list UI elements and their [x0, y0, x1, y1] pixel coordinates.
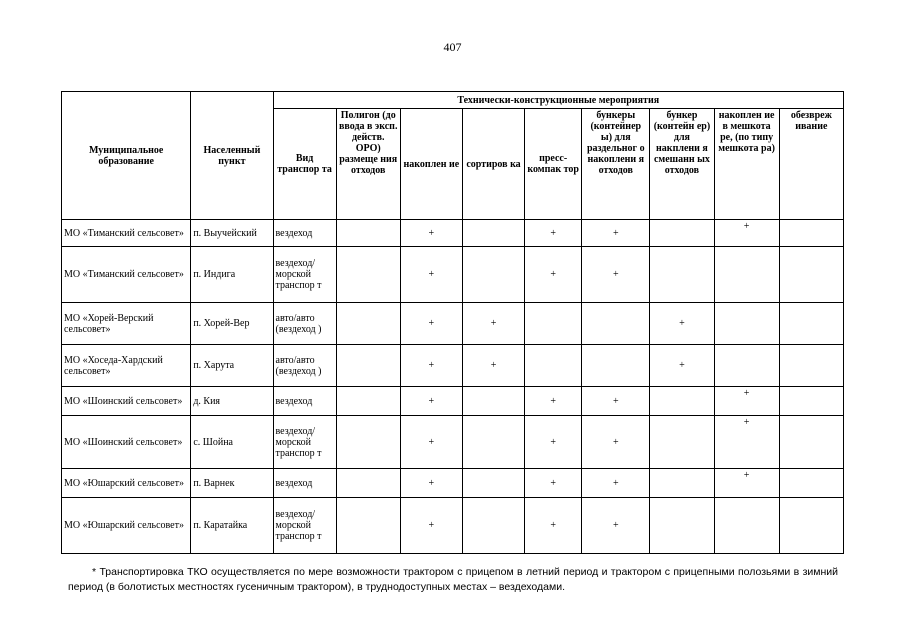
cell-meshki: + — [714, 469, 779, 498]
cell-nakoplenie: + — [400, 303, 462, 345]
cell-obezvr — [779, 345, 843, 387]
cell-poligon — [336, 387, 400, 416]
cell-bunkery: + — [582, 498, 650, 554]
cell-np: п. Варнек — [191, 469, 273, 498]
cell-mo: МО «Юшарский сельсовет» — [62, 469, 191, 498]
cell-mo: МО «Юшарский сельсовет» — [62, 498, 191, 554]
cell-poligon — [336, 303, 400, 345]
cell-obezvr — [779, 469, 843, 498]
table-row — [62, 416, 844, 469]
cell-nakoplenie: + — [400, 220, 462, 247]
cell-poligon — [336, 416, 400, 469]
table-row — [62, 498, 844, 554]
cell-nakoplenie: + — [400, 416, 462, 469]
cell-np: п. Индига — [191, 247, 273, 303]
header-np: Населенный пункт — [191, 92, 273, 220]
cell-press: + — [525, 247, 582, 303]
measures-table — [61, 91, 844, 554]
cell-vid: вездеход — [273, 469, 336, 498]
cell-meshki: + — [714, 387, 779, 416]
cell-poligon — [336, 345, 400, 387]
cell-press: + — [525, 220, 582, 247]
cell-mo: МО «Шоинский сельсовет» — [62, 416, 191, 469]
table-row — [62, 345, 844, 387]
cell-sortirovka — [462, 469, 524, 498]
cell-press: + — [525, 416, 582, 469]
cell-bunkery: + — [582, 247, 650, 303]
cell-obezvr — [779, 220, 843, 247]
cell-poligon — [336, 469, 400, 498]
cell-np: п. Хорей-Вер — [191, 303, 273, 345]
cell-vid: авто/авто (вездеход ) — [273, 303, 336, 345]
cell-obezvr — [779, 303, 843, 345]
table-row — [62, 469, 844, 498]
cell-press — [525, 303, 582, 345]
cell-poligon — [336, 247, 400, 303]
cell-np: д. Кия — [191, 387, 273, 416]
cell-obezvr — [779, 416, 843, 469]
header-vid: Вид транспор та — [273, 109, 336, 220]
cell-bunker-smesh — [650, 498, 714, 554]
cell-mo: МО «Хорей-Верский сельсовет» — [62, 303, 191, 345]
header-mo: Муниципальное образование — [62, 92, 191, 220]
header-nakoplenie: накоплен ие — [400, 109, 462, 220]
cell-press: + — [525, 387, 582, 416]
cell-nakoplenie: + — [400, 247, 462, 303]
cell-meshki — [714, 247, 779, 303]
cell-bunker-smesh — [650, 220, 714, 247]
cell-vid: вездеход/ морской транспор т — [273, 498, 336, 554]
cell-vid: авто/авто (вездеход ) — [273, 345, 336, 387]
cell-meshki: + — [714, 416, 779, 469]
cell-meshki — [714, 303, 779, 345]
cell-sortirovka — [462, 416, 524, 469]
cell-np: п. Харута — [191, 345, 273, 387]
cell-nakoplenie: + — [400, 498, 462, 554]
cell-bunker-smesh — [650, 247, 714, 303]
cell-sortirovka — [462, 498, 524, 554]
cell-np: п. Выучейский — [191, 220, 273, 247]
cell-mo: МО «Тиманский сельсовет» — [62, 220, 191, 247]
cell-bunker-smesh — [650, 416, 714, 469]
header-press: пресс-компак тор — [525, 109, 582, 220]
cell-sortirovka — [462, 220, 524, 247]
header-group: Технически-конструкционные мероприятия — [273, 92, 844, 109]
cell-bunkery: + — [582, 416, 650, 469]
cell-vid: вездеход — [273, 387, 336, 416]
cell-vid: вездеход — [273, 220, 336, 247]
table-row — [62, 220, 844, 247]
header-obezvr: обезвреж ивание — [779, 109, 843, 220]
header-meshki: накоплен ие в мешкота ре, (по типу мешкота ра) — [714, 109, 779, 220]
cell-nakoplenie: + — [400, 469, 462, 498]
table-row — [62, 387, 844, 416]
header-bunker-smesh: бункер (контейн ер) для накплени я смешанн ых отходов — [650, 109, 714, 220]
header-poligon: Полигон (до ввода в эксп. действ. ОРО) размеще ния отходов — [336, 109, 400, 220]
cell-meshki: + — [714, 220, 779, 247]
page-number: 407 — [443, 40, 462, 54]
cell-sortirovka: + — [462, 345, 524, 387]
table-row — [62, 303, 844, 345]
cell-bunkery: + — [582, 220, 650, 247]
cell-vid: вездеход/ морской транспор т — [273, 416, 336, 469]
cell-mo: МО «Хоседа-Хардский сельсовет» — [62, 345, 191, 387]
cell-meshki — [714, 498, 779, 554]
cell-poligon — [336, 498, 400, 554]
cell-sortirovka: + — [462, 303, 524, 345]
cell-obezvr — [779, 387, 843, 416]
cell-mo: МО «Тиманский сельсовет» — [62, 247, 191, 303]
cell-np: с. Шойна — [191, 416, 273, 469]
cell-mo: МО «Шоинский сельсовет» — [62, 387, 191, 416]
cell-vid: вездеход/ морской транспор т — [273, 247, 336, 303]
cell-obezvr — [779, 498, 843, 554]
header-bunkery: бункеры (контейнер ы) для раздельног о накоплени я отходов — [582, 109, 650, 220]
cell-nakoplenie: + — [400, 387, 462, 416]
cell-press: + — [525, 498, 582, 554]
cell-np: п. Каратайка — [191, 498, 273, 554]
cell-bunkery — [582, 345, 650, 387]
cell-bunkery: + — [582, 387, 650, 416]
table-row — [62, 247, 844, 303]
cell-nakoplenie: + — [400, 345, 462, 387]
cell-bunker-smesh — [650, 469, 714, 498]
cell-meshki — [714, 345, 779, 387]
cell-bunkery: + — [582, 469, 650, 498]
cell-sortirovka — [462, 247, 524, 303]
cell-bunkery — [582, 303, 650, 345]
cell-bunker-smesh: + — [650, 303, 714, 345]
cell-poligon — [336, 220, 400, 247]
cell-bunker-smesh — [650, 387, 714, 416]
footnote: * Транспортировка ТКО осуществляется по мере возможности трактором с прицепом в летний период и трактором с прицепными полозьями в зимний период (в болотистых местностях гусеничным трактором), в труднодоступных местах – вездеходами. — [68, 566, 838, 593]
cell-press — [525, 345, 582, 387]
cell-obezvr — [779, 247, 843, 303]
header-sortirovka: сортиров ка — [462, 109, 524, 220]
cell-sortirovka — [462, 387, 524, 416]
cell-bunker-smesh: + — [650, 345, 714, 387]
cell-press: + — [525, 469, 582, 498]
